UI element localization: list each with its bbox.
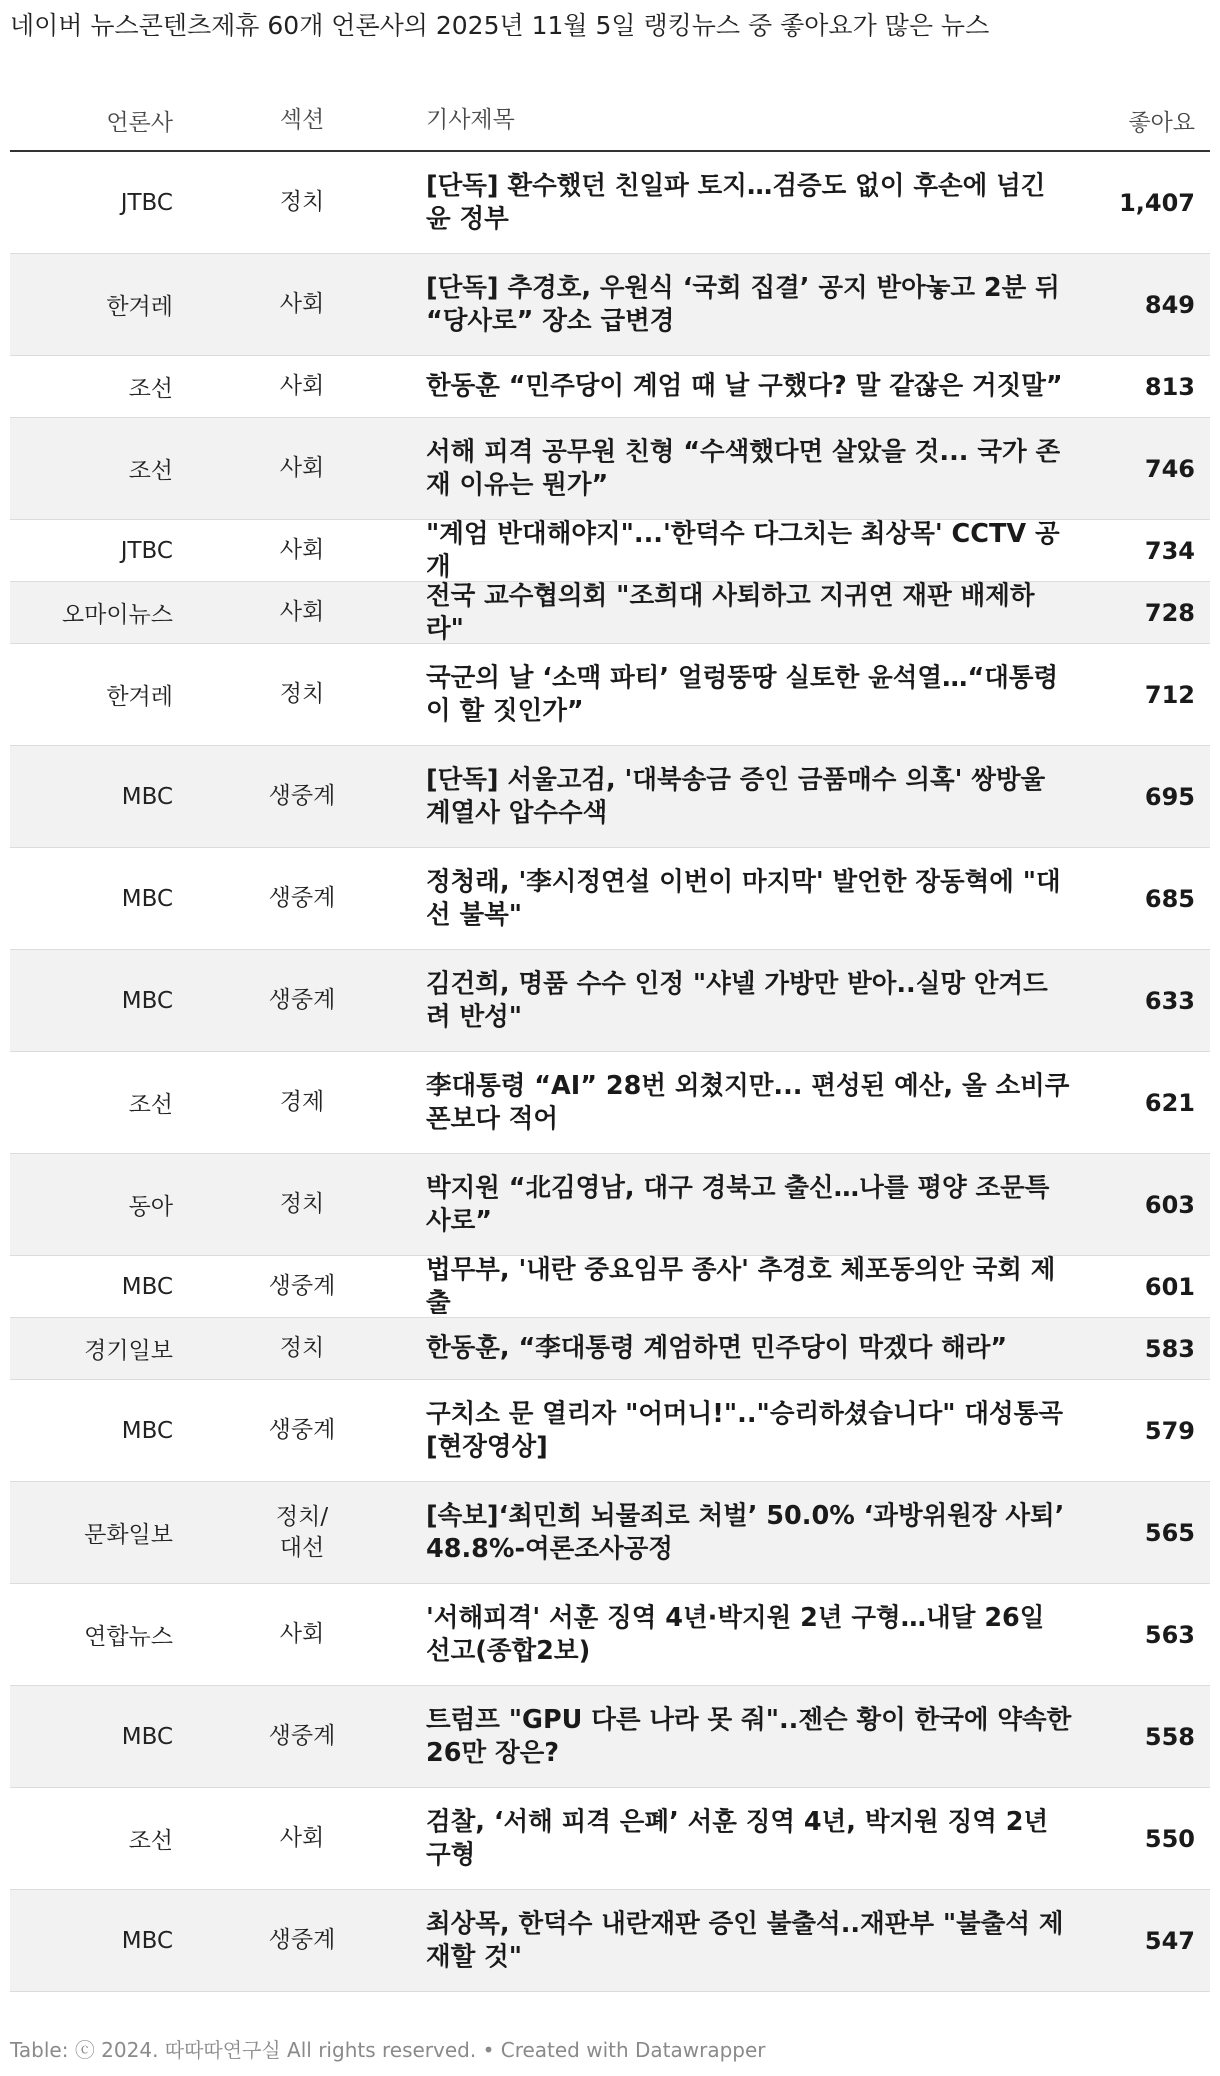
- headline-cell: [단독] 서울고검, '대북송금 증인 금품매수 의혹' 쌍방울 계열사 압수수색: [426, 764, 1046, 828]
- headline-cell: 박지원 “北김영남, 대구 경북고 출신…나를 평양 조문특사로”: [426, 1172, 1050, 1236]
- likes-cell: 746: [1144, 454, 1195, 483]
- headline-cell: 李대통령 “AI” 28번 외쳤지만... 편성된 예산, 올 소비쿠폰보다 적어: [426, 1070, 1070, 1134]
- publisher-cell: MBC: [121, 1417, 173, 1444]
- section-label: 사회: [279, 1621, 325, 1647]
- table-row: [10, 1584, 1210, 1686]
- table-row: [10, 152, 1210, 254]
- headline-cell: [속보]‘최민희 뇌물죄로 처벌’ 50.0% ‘과방위원장 사퇴’ 48.8%-여론조사공정: [426, 1500, 1065, 1564]
- section-label: 생중계: [268, 1417, 336, 1443]
- section-cell: [173, 1823, 416, 1854]
- likes-cell: 603: [1144, 1190, 1195, 1219]
- table-row: [10, 254, 1210, 356]
- likes-cell: 583: [1144, 1334, 1195, 1363]
- table-row: [10, 644, 1210, 746]
- section-label: 정치: [279, 681, 325, 707]
- section-cell: [173, 1502, 416, 1564]
- table-row: [10, 950, 1210, 1052]
- likes-cell: 621: [1144, 1088, 1195, 1117]
- section-label: 사회: [279, 291, 325, 317]
- headline-cell: 트럼프 "GPU 다른 나라 못 줘"..젠슨 황이 한국에 약속한 26만 장은?: [426, 1704, 1072, 1768]
- headline-cell: [단독] 환수했던 친일파 토지…검증도 없이 후손에 넘긴 윤 정부: [426, 170, 1046, 234]
- publisher-cell: MBC: [121, 885, 173, 912]
- publisher-cell: 오마이뉴스: [61, 602, 173, 628]
- section-cell: [173, 1087, 416, 1118]
- likes-cell: 685: [1144, 884, 1195, 913]
- section-cell: [173, 371, 416, 402]
- publisher-cell: MBC: [121, 783, 173, 810]
- table-row: [10, 1318, 1210, 1380]
- publisher-cell: 경기일보: [84, 1338, 173, 1364]
- section-cell: [173, 453, 416, 484]
- likes-cell: 563: [1144, 1620, 1195, 1649]
- news-ranking-table: [10, 90, 1210, 1992]
- table-row: [10, 1788, 1210, 1890]
- table-row: [10, 1256, 1210, 1318]
- headline-cell: 정청래, '李시정연설 이번이 마지막' 발언한 장동혁에 "대선 불복": [426, 866, 1061, 930]
- section-label: 정치: [279, 189, 325, 215]
- headline-cell: "계엄 반대해야지"...'한덕수 다그치는 최상목' CCTV 공개: [426, 518, 1060, 582]
- section-label: 생중계: [268, 1927, 336, 1953]
- section-cell: [173, 1189, 416, 1220]
- table-header-row: [10, 90, 1210, 152]
- section-label: 생중계: [268, 987, 336, 1013]
- section-label: 정치: [279, 1335, 325, 1361]
- publisher-cell: 조선: [128, 376, 173, 402]
- headline-cell: 최상목, 한덕수 내란재판 증인 불출석..재판부 "불출석 제재할 것": [426, 1908, 1064, 1972]
- section-label: 사회: [279, 599, 325, 625]
- likes-cell: 813: [1144, 372, 1195, 401]
- likes-cell: 728: [1144, 598, 1195, 627]
- section-cell: [173, 597, 416, 628]
- section-label: 생중계: [268, 1723, 336, 1749]
- publisher-cell: JTBC: [120, 189, 173, 216]
- likes-cell: 601: [1144, 1272, 1195, 1301]
- publisher-cell: 조선: [128, 1092, 173, 1118]
- table-title: 네이버 뉴스콘텐츠제휴 60개 언론사의 2025년 11월 5일 랭킹뉴스 중 좋아요가 많은 뉴스: [10, 11, 990, 40]
- likes-cell: 550: [1144, 1824, 1195, 1853]
- header-section: 섹션: [279, 106, 325, 133]
- section-cell: [173, 1619, 416, 1650]
- publisher-cell: 한겨레: [106, 684, 173, 710]
- headline-cell: 법무부, '내란 중요임무 종사' 추경호 체포동의안 국회 제출: [426, 1254, 1056, 1318]
- section-cell: [173, 1925, 416, 1956]
- table-row: [10, 746, 1210, 848]
- headline-cell: 서해 피격 공무원 친형 “수색했다면 살았을 것... 국가 존재 이유는 뭔가”: [426, 436, 1061, 500]
- table-row: [10, 1686, 1210, 1788]
- publisher-cell: 조선: [128, 458, 173, 484]
- header-publisher: 언론사: [106, 109, 173, 136]
- section-label: 사회: [279, 373, 325, 399]
- publisher-cell: 동아: [128, 1194, 173, 1220]
- likes-cell: 633: [1144, 986, 1195, 1015]
- publisher-cell: 조선: [128, 1828, 173, 1854]
- headline-cell: 김건희, 명품 수수 인정 "샤넬 가방만 받아..실망 안겨드려 반성": [426, 968, 1048, 1032]
- publisher-cell: JTBC: [120, 537, 173, 564]
- section-label: 사회: [279, 537, 325, 563]
- likes-cell: 579: [1144, 1416, 1195, 1445]
- table-footer: Table: ⓒ 2024. 따따따연구실 All rights reserved. • Created with Datawrapper: [10, 2038, 766, 2062]
- table-row: [10, 1890, 1210, 1992]
- likes-cell: 1,407: [1119, 188, 1195, 217]
- headline-cell: 전국 교수협의회 "조희대 사퇴하고 지귀연 재판 배제하라": [426, 580, 1035, 644]
- publisher-cell: MBC: [121, 1927, 173, 1954]
- publisher-cell: 연합뉴스: [84, 1624, 173, 1650]
- section-cell: [173, 883, 416, 914]
- likes-cell: 547: [1144, 1926, 1195, 1955]
- headline-cell: 한동훈, “李대통령 계엄하면 민주당이 막겠다 해라”: [426, 1333, 1008, 1363]
- section-cell: [173, 535, 416, 566]
- table-row: [10, 1052, 1210, 1154]
- table-row: [10, 1380, 1210, 1482]
- publisher-cell: MBC: [121, 1723, 173, 1750]
- headline-cell: [단독] 추경호, 우원식 ‘국회 집결’ 공지 받아놓고 2분 뒤 “당사로” 장소 급변경: [426, 272, 1060, 336]
- headline-cell: 한동훈 “민주당이 계엄 때 날 구했다? 말 같잖은 거짓말”: [426, 371, 1063, 401]
- table-row: [10, 356, 1210, 418]
- likes-cell: 558: [1144, 1722, 1195, 1751]
- section-cell: [173, 1333, 416, 1364]
- section-cell: [173, 1721, 416, 1752]
- section-label: 생중계: [268, 783, 336, 809]
- table-row: [10, 1154, 1210, 1256]
- publisher-cell: 문화일보: [84, 1522, 173, 1548]
- section-cell: [173, 1415, 416, 1446]
- likes-cell: 695: [1144, 782, 1195, 811]
- section-label: 경제: [279, 1089, 325, 1115]
- section-label: 생중계: [268, 1273, 336, 1299]
- table-row: [10, 418, 1210, 520]
- table-row: [10, 848, 1210, 950]
- likes-cell: 734: [1144, 536, 1195, 565]
- section-label: 생중계: [268, 885, 336, 911]
- publisher-cell: 한겨레: [106, 294, 173, 320]
- header-likes: 좋아요: [1128, 109, 1195, 136]
- section-cell: [173, 985, 416, 1016]
- headline-cell: 구치소 문 열리자 "어머니!".."승리하셨습니다" 대성통곡 [현장영상]: [426, 1398, 1063, 1462]
- publisher-cell: MBC: [121, 1273, 173, 1300]
- section-cell: [173, 781, 416, 812]
- table-body: [10, 152, 1210, 1992]
- table-row: [10, 582, 1210, 644]
- section-cell: [173, 679, 416, 710]
- headline-cell: '서해피격' 서훈 징역 4년·박지원 2년 구형…내달 26일 선고(종합2보): [426, 1602, 1045, 1666]
- headline-cell: 검찰, ‘서해 피격 은폐’ 서훈 징역 4년, 박지원 징역 2년 구형: [426, 1806, 1049, 1870]
- section-label: 정치: [279, 1191, 325, 1217]
- publisher-cell: MBC: [121, 987, 173, 1014]
- header-headline: 기사제목: [426, 106, 515, 133]
- headline-cell: 국군의 날 ‘소맥 파티’ 얼렁뚱땅 실토한 윤석열…“대통령이 할 짓인가”: [426, 662, 1059, 726]
- table-row: [10, 1482, 1210, 1584]
- likes-cell: 712: [1144, 680, 1195, 709]
- section-cell: [173, 187, 416, 218]
- section-label: 사회: [279, 455, 325, 481]
- section-cell: [173, 1271, 416, 1302]
- section-cell: [173, 289, 416, 320]
- section-label: 정치/대선: [275, 1503, 329, 1561]
- likes-cell: 849: [1144, 290, 1195, 319]
- table-row: [10, 520, 1210, 582]
- likes-cell: 565: [1144, 1518, 1195, 1547]
- section-label: 사회: [279, 1825, 325, 1851]
